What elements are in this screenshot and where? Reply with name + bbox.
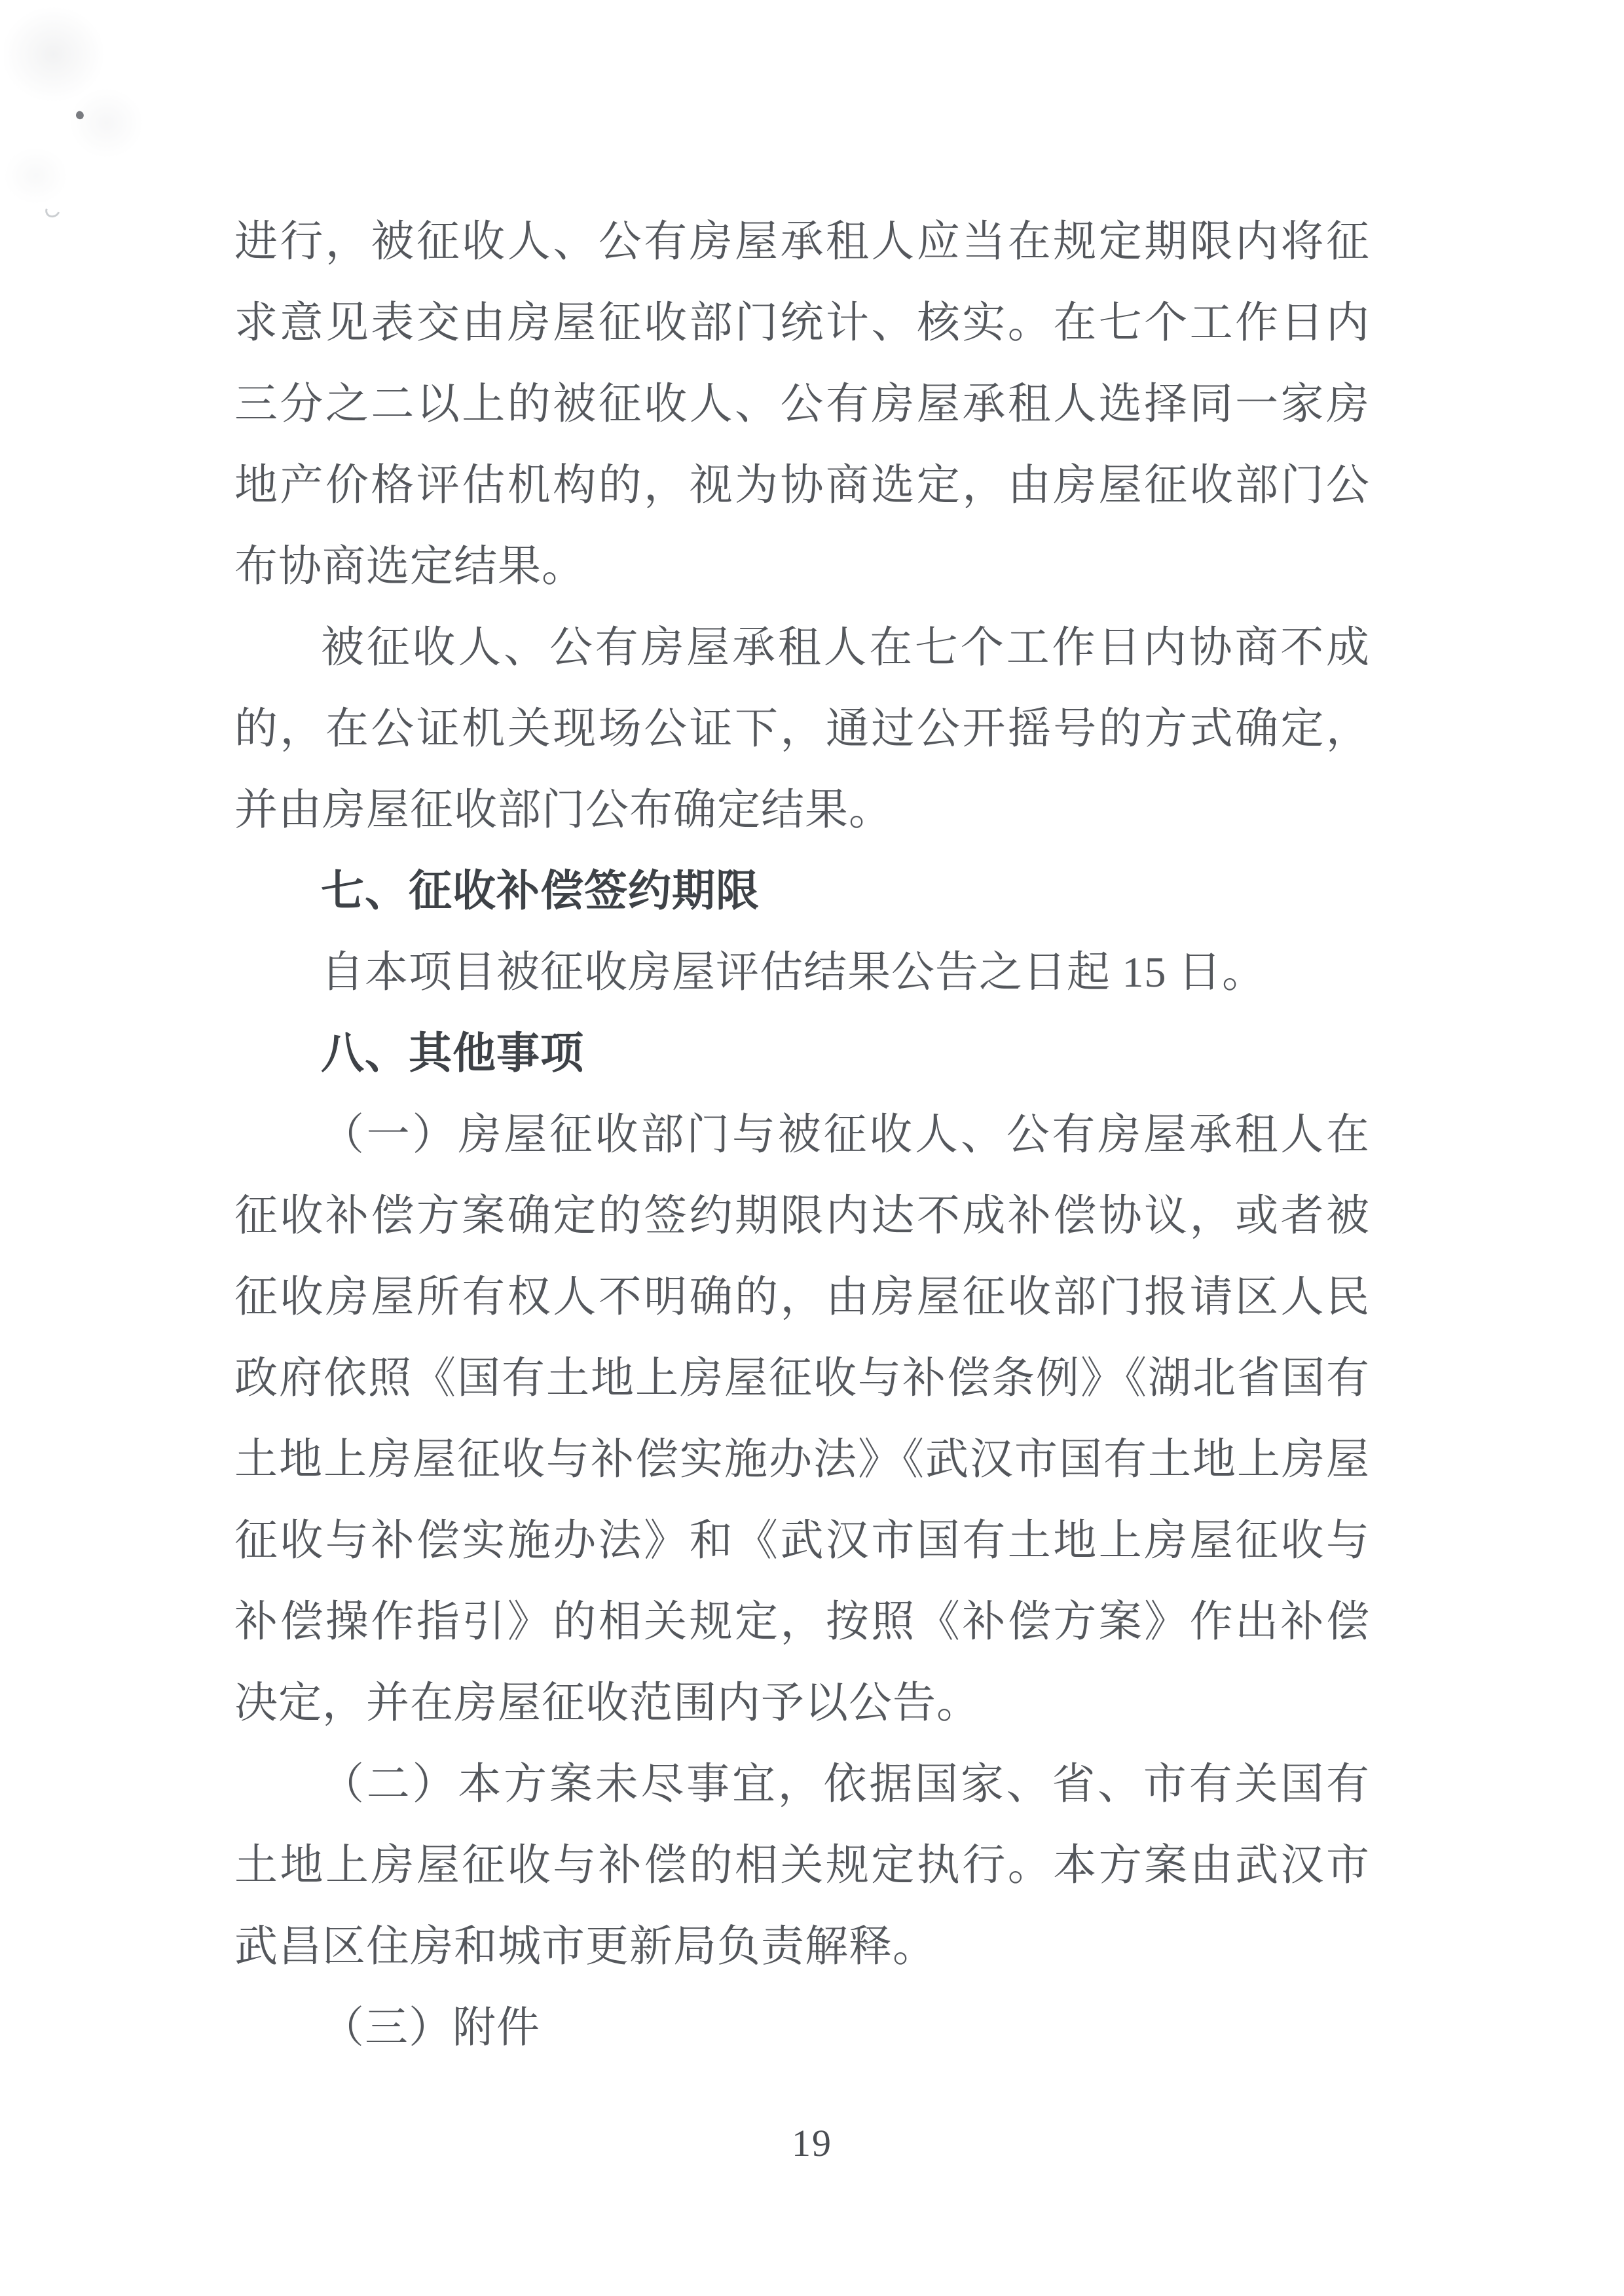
scan-curl-mark — [43, 201, 63, 220]
paragraph-signing-period: 自本项目被征收房屋评估结果公告之日起 15 日。 — [321, 949, 1266, 996]
section-heading-7-signing-period: 七、征收补偿签约期限 — [321, 867, 760, 915]
section-heading-8-other-matters: 八、其他事项 — [321, 1030, 584, 1078]
scan-smudge — [4, 4, 181, 233]
document-body — [234, 202, 1370, 2069]
paragraph-item-2-interpretation: （二）本方案未尽事宜，依据国家、省、市有关国有土地上房屋征收与补偿的相关规定执行。本方案由武汉市武昌区住房和城市更新局负责解释。 — [234, 1760, 1370, 1971]
page-number: 19 — [792, 2122, 832, 2164]
paragraph-item-1-compensation-decision: （一）房屋征收部门与被征收人、公有房屋承租人在征收补偿方案确定的签约期限内达不成补偿协议，或者被征收房屋所有权人不明确的，由房屋征收部门报请区人民政府依照《国有土地上房屋征收与补偿条例》《湖北省国有土地上房屋征收与补偿实施办法》《武汉市国有土地上房屋征收与补偿实施办法》和《武汉市国有土地上房屋征收与补偿操作指引》的相关规定，按照《补偿方案》作出补偿决定，并在房屋征收范围内予以公告。 — [234, 1111, 1370, 1727]
paragraph-lottery-selection: 被征收人、公有房屋承租人在七个工作日内协商不成的，在公证机关现场公证下，通过公开摇号的方式确定，并由房屋征收部门公布确定结果。 — [234, 624, 1370, 834]
ink-speck — [75, 110, 85, 120]
paragraph-continuation: 进行，被征收人、公有房屋承租人应当在规定期限内将征求意见表交由房屋征收部门统计、核实。在七个工作日内三分之二以上的被征收人、公有房屋承租人选择同一家房地产价格评估机构的，视为协商选定，由房屋征收部门公布协商选定结果。 — [234, 218, 1370, 591]
paragraph-item-3-attachments: （三）附件 — [321, 2004, 540, 2052]
